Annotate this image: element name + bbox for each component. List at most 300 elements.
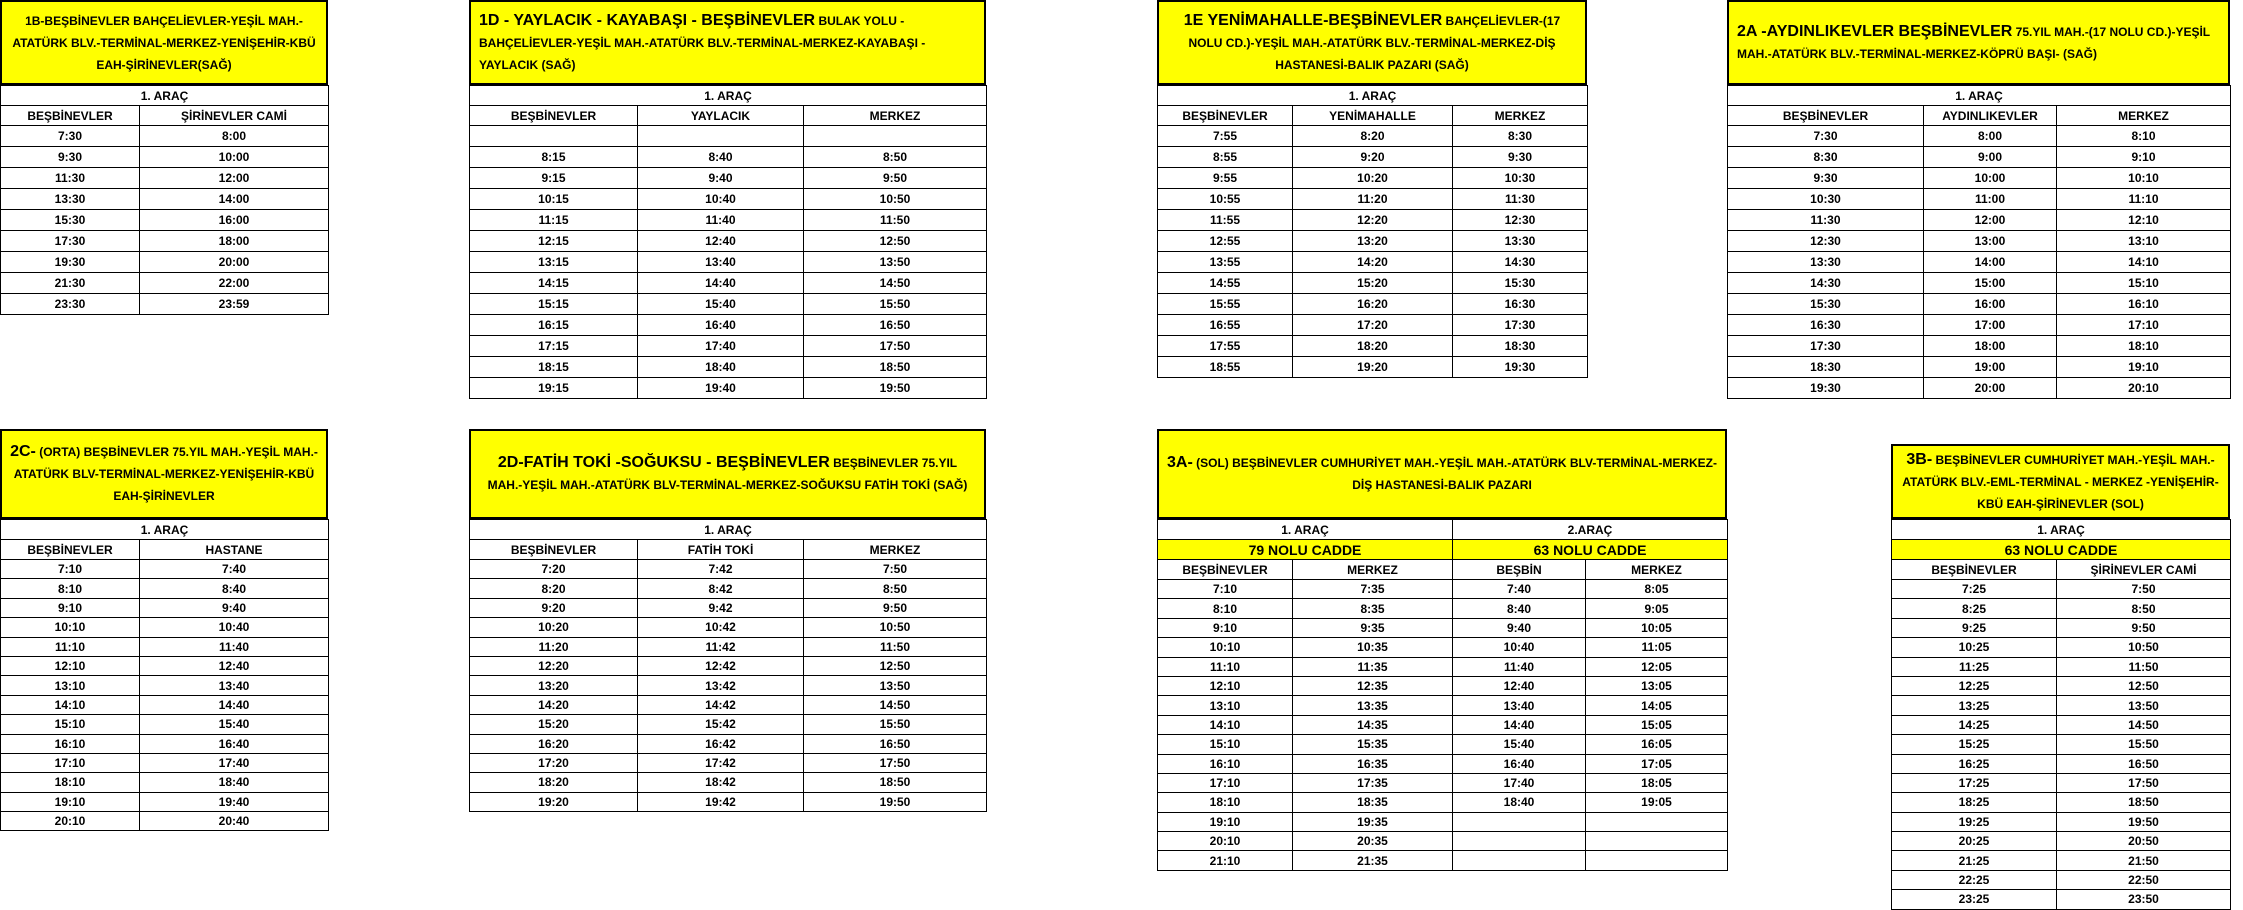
- table-row: [1892, 851, 2231, 870]
- time-cell: 17:50: [2057, 773, 2231, 792]
- time-cell: 9:20: [1293, 147, 1453, 168]
- time-cell: 9:35: [1293, 618, 1453, 637]
- time-cell: 9:55: [1158, 168, 1293, 189]
- table-row: [1892, 735, 2231, 754]
- table-row: [1, 294, 329, 315]
- time-cell: 18:35: [1293, 793, 1453, 812]
- vehicle-row: [1158, 86, 1588, 106]
- time-cell: 8:50: [804, 147, 987, 168]
- time-cell: 18:10: [1, 773, 140, 792]
- table-row: [1728, 252, 2231, 273]
- vehicle-label: 1. ARAÇ: [1158, 86, 1588, 106]
- time-cell: 16:25: [1892, 754, 2057, 773]
- time-cell: 9:00: [1924, 147, 2057, 168]
- route-description: BAHÇELİEVLER-(17 NOLU CD.)-YEŞİL MAH.-ATATÜRK BLV.-TERMİNAL-MERKEZ-DİŞ HASTANESİ-BALIK PAZARI (SAĞ): [1188, 13, 1561, 72]
- table-row: [1158, 273, 1588, 294]
- time-cell: 20:00: [1924, 378, 2057, 399]
- time-cell: 7:30: [1, 126, 140, 147]
- time-cell: [1586, 851, 1728, 870]
- time-cell: 12:50: [804, 656, 987, 675]
- vehicle-row: [1, 520, 329, 540]
- time-cell: 12:20: [1293, 210, 1453, 231]
- time-cell: 20:10: [1, 812, 140, 831]
- time-cell: 19:05: [1586, 793, 1728, 812]
- time-cell: 8:42: [638, 579, 804, 598]
- time-cell: 17:42: [638, 753, 804, 772]
- route-code-title: 3B-: [1906, 450, 1933, 468]
- table-row: [1728, 294, 2231, 315]
- column-header-row: [1892, 560, 2231, 580]
- time-cell: [1453, 812, 1586, 831]
- vehicle-label: 1. ARAÇ: [470, 86, 987, 106]
- table-row: [1, 753, 329, 772]
- time-cell: 11:50: [804, 210, 987, 231]
- time-cell: 12:20: [470, 656, 638, 675]
- time-cell: 12:10: [1, 656, 140, 675]
- time-cell: 9:30: [1, 147, 140, 168]
- table-row: [1, 734, 329, 753]
- column-header: YENİMAHALLE: [1293, 106, 1453, 126]
- route-code-title: 1E YENİMAHALLE-BEŞBİNEVLER: [1183, 11, 1443, 29]
- time-cell: 11:10: [1158, 657, 1293, 676]
- route-3a-timetable: [1157, 429, 1727, 871]
- table-row: [1728, 273, 2231, 294]
- table-row: [1158, 676, 1728, 695]
- time-cell: 14:50: [804, 273, 987, 294]
- time-cell: [804, 126, 987, 147]
- table-row: [1892, 599, 2231, 618]
- time-cell: 12:40: [638, 231, 804, 252]
- time-cell: 8:00: [140, 126, 329, 147]
- time-cell: 7:25: [1892, 580, 2057, 599]
- route-description: 75.YIL MAH.-(17 NOLU CD.)-YEŞİL MAH.-ATATÜRK BLV.-TERMİNAL-MERKEZ-KÖPRÜ BAŞI- (SAĞ): [1737, 24, 2210, 61]
- time-cell: 13:35: [1293, 696, 1453, 715]
- time-cell: 8:10: [2057, 126, 2231, 147]
- time-cell: 17:30: [1453, 315, 1588, 336]
- time-cell: 15:40: [140, 715, 329, 734]
- time-cell: 15:10: [1, 715, 140, 734]
- time-cell: 15:25: [1892, 735, 2057, 754]
- table-row: [470, 598, 987, 617]
- time-cell: 18:30: [1728, 357, 1924, 378]
- schedule-table: [0, 519, 329, 831]
- route-3b-timetable: [1891, 444, 2230, 910]
- time-cell: 13:55: [1158, 252, 1293, 273]
- time-cell: 12:55: [1158, 231, 1293, 252]
- time-cell: 11:40: [140, 637, 329, 656]
- time-cell: 16:30: [1453, 294, 1588, 315]
- time-cell: 16:30: [1728, 315, 1924, 336]
- time-cell: 10:20: [470, 618, 638, 637]
- time-cell: 17:40: [140, 753, 329, 772]
- column-header-row: [1, 106, 329, 126]
- time-cell: 14:10: [1, 695, 140, 714]
- vehicle-row: [1, 86, 329, 106]
- time-cell: 13:50: [804, 676, 987, 695]
- route-header: [0, 429, 328, 519]
- route-description: BEŞBİNEVLER 75.YIL MAH.-YEŞİL MAH.-ATATÜRK BLV-TERMİNAL-MERKEZ-SOĞUKSU FATİH TOKİ (SAĞ): [487, 456, 968, 492]
- time-cell: 8:40: [638, 147, 804, 168]
- time-cell: 7:30: [1728, 126, 1924, 147]
- table-row: [1, 273, 329, 294]
- time-cell: 8:35: [1293, 599, 1453, 618]
- time-cell: 12:35: [1293, 676, 1453, 695]
- time-cell: 9:10: [1, 598, 140, 617]
- table-row: [470, 560, 987, 579]
- time-cell: 10:20: [1293, 168, 1453, 189]
- time-cell: 13:25: [1892, 696, 2057, 715]
- table-row: [1158, 357, 1588, 378]
- route-1e-timetable: [1157, 0, 1587, 378]
- time-cell: 17:20: [1293, 315, 1453, 336]
- column-header-row: [1158, 106, 1588, 126]
- time-cell: [470, 126, 638, 147]
- time-cell: 8:50: [2057, 599, 2231, 618]
- time-cell: 21:35: [1293, 851, 1453, 870]
- time-cell: 7:50: [804, 560, 987, 579]
- time-cell: 22:50: [2057, 870, 2231, 889]
- time-cell: 20:25: [1892, 832, 2057, 851]
- time-cell: 15:30: [1728, 294, 1924, 315]
- column-header: MERKEZ: [1453, 106, 1588, 126]
- table-row: [470, 618, 987, 637]
- table-row: [1892, 696, 2231, 715]
- time-cell: 18:10: [2057, 336, 2231, 357]
- time-cell: 13:15: [470, 252, 638, 273]
- table-row: [470, 773, 987, 792]
- table-row: [1728, 231, 2231, 252]
- time-cell: [1586, 812, 1728, 831]
- table-row: [1, 189, 329, 210]
- time-cell: 13:50: [804, 252, 987, 273]
- table-row: [1158, 812, 1728, 831]
- column-header: BEŞBİNEVLER: [1, 540, 140, 560]
- time-cell: 11:30: [1728, 210, 1924, 231]
- table-row: [1728, 315, 2231, 336]
- time-cell: 19:00: [1924, 357, 2057, 378]
- table-row: [1, 715, 329, 734]
- column-header-row: [470, 106, 987, 126]
- table-row: [1892, 812, 2231, 831]
- time-cell: 11:00: [1924, 189, 2057, 210]
- table-row: [1728, 336, 2231, 357]
- time-cell: 18:40: [1453, 793, 1586, 812]
- time-cell: 11:42: [638, 637, 804, 656]
- table-row: [470, 210, 987, 231]
- table-row: [1158, 773, 1728, 792]
- time-cell: 12:40: [140, 656, 329, 675]
- time-cell: 18:00: [1924, 336, 2057, 357]
- time-cell: 15:55: [1158, 294, 1293, 315]
- vehicle-label: 1. ARAÇ: [1158, 520, 1453, 540]
- time-cell: 15:30: [1453, 273, 1588, 294]
- route-header: [1891, 444, 2230, 519]
- time-cell: 17:10: [1158, 773, 1293, 792]
- time-cell: 18:50: [804, 773, 987, 792]
- vehicle-row: [470, 86, 987, 106]
- time-cell: 22:00: [140, 273, 329, 294]
- time-cell: 20:00: [140, 252, 329, 273]
- column-header: BEŞBİNEVLER: [1728, 106, 1924, 126]
- table-row: [470, 231, 987, 252]
- time-cell: 16:50: [804, 734, 987, 753]
- time-cell: 11:15: [470, 210, 638, 231]
- time-cell: 13:10: [1, 676, 140, 695]
- time-cell: 8:40: [1453, 599, 1586, 618]
- time-cell: 14:42: [638, 695, 804, 714]
- street-label: 63 NOLU CADDE: [1453, 540, 1728, 560]
- column-header: YAYLACIK: [638, 106, 804, 126]
- time-cell: 10:00: [140, 147, 329, 168]
- schedule-table: [469, 519, 987, 812]
- time-cell: 14:00: [1924, 252, 2057, 273]
- time-cell: 14:15: [470, 273, 638, 294]
- column-header: HASTANE: [140, 540, 329, 560]
- time-cell: 9:10: [2057, 147, 2231, 168]
- time-cell: 12:10: [2057, 210, 2231, 231]
- table-row: [470, 378, 987, 399]
- route-code-title: 2D-FATİH TOKİ -SOĞUKSU - BEŞBİNEVLER: [497, 454, 830, 471]
- table-row: [470, 273, 987, 294]
- table-row: [470, 753, 987, 772]
- table-row: [1, 147, 329, 168]
- table-row: [1892, 715, 2231, 734]
- time-cell: 8:40: [140, 579, 329, 598]
- table-row: [1158, 618, 1728, 637]
- table-row: [1728, 147, 2231, 168]
- time-cell: 13:10: [1158, 696, 1293, 715]
- route-header: [469, 0, 986, 85]
- time-cell: 9:50: [2057, 618, 2231, 637]
- time-cell: 7:40: [1453, 580, 1586, 599]
- vehicle-label: 1. ARAÇ: [1728, 86, 2231, 106]
- time-cell: 11:50: [804, 637, 987, 656]
- time-cell: 17:30: [1, 231, 140, 252]
- time-cell: 11:30: [1, 168, 140, 189]
- time-cell: 10:40: [638, 189, 804, 210]
- table-row: [1892, 773, 2231, 792]
- time-cell: 9:10: [1158, 618, 1293, 637]
- time-cell: 9:05: [1586, 599, 1728, 618]
- time-cell: 8:30: [1453, 126, 1588, 147]
- time-cell: 11:10: [2057, 189, 2231, 210]
- time-cell: 10:40: [1453, 638, 1586, 657]
- time-cell: 14:10: [1158, 715, 1293, 734]
- time-cell: 19:42: [638, 792, 804, 811]
- column-header: MERKEZ: [804, 540, 987, 560]
- time-cell: 19:30: [1453, 357, 1588, 378]
- table-row: [1158, 147, 1588, 168]
- time-cell: 8:10: [1, 579, 140, 598]
- table-row: [1158, 294, 1588, 315]
- time-cell: 17:25: [1892, 773, 2057, 792]
- vehicle-label: 2.ARAÇ: [1453, 520, 1728, 540]
- route-code-title: 2A -AYDINLIKEVLER BEŞBİNEVLER: [1737, 22, 2013, 40]
- time-cell: 7:40: [140, 560, 329, 579]
- time-cell: 15:20: [470, 715, 638, 734]
- vehicle-row: [1158, 520, 1728, 540]
- schedule-table: [1157, 85, 1588, 378]
- table-row: [1892, 580, 2231, 599]
- time-cell: 14:30: [1453, 252, 1588, 273]
- time-cell: 9:50: [804, 168, 987, 189]
- route-description: 1B-BEŞBİNEVLER BAHÇELİEVLER-YEŞİL MAH.-ATATÜRK BLV.-TERMİNAL-MERKEZ-YENİŞEHİR-KBÜ EAH-ŞİRİNEVLER(SAĞ): [12, 13, 316, 72]
- time-cell: 18:10: [1158, 793, 1293, 812]
- table-row: [470, 579, 987, 598]
- column-header: FATİH TOKİ: [638, 540, 804, 560]
- table-row: [1158, 580, 1728, 599]
- time-cell: 11:35: [1293, 657, 1453, 676]
- table-row: [1892, 754, 2231, 773]
- time-cell: 8:20: [1293, 126, 1453, 147]
- table-row: [470, 695, 987, 714]
- time-cell: 10:50: [2057, 638, 2231, 657]
- table-row: [1892, 870, 2231, 889]
- time-cell: 8:55: [1158, 147, 1293, 168]
- time-cell: 16:15: [470, 315, 638, 336]
- time-cell: 9:40: [638, 168, 804, 189]
- route-code-title: 3A-: [1167, 454, 1193, 471]
- time-cell: 19:50: [2057, 812, 2231, 831]
- table-row: [1158, 638, 1728, 657]
- table-row: [1, 560, 329, 579]
- time-cell: 10:30: [1728, 189, 1924, 210]
- time-cell: 18:30: [1453, 336, 1588, 357]
- time-cell: 15:50: [804, 294, 987, 315]
- column-header: MERKEZ: [1293, 560, 1453, 580]
- route-2c-timetable: [0, 429, 328, 831]
- table-row: [1158, 696, 1728, 715]
- vehicle-label: 1. ARAÇ: [1892, 520, 2231, 540]
- table-row: [1158, 832, 1728, 851]
- route-header: [0, 0, 328, 85]
- time-cell: 18:05: [1586, 773, 1728, 792]
- time-cell: 10:42: [638, 618, 804, 637]
- street-label: 79 NOLU CADDE: [1158, 540, 1453, 560]
- table-row: [1158, 231, 1588, 252]
- table-row: [1, 126, 329, 147]
- time-cell: 13:30: [1728, 252, 1924, 273]
- column-header: BEŞBİN: [1453, 560, 1586, 580]
- time-cell: 10:35: [1293, 638, 1453, 657]
- time-cell: 17:40: [638, 336, 804, 357]
- time-cell: 7:35: [1293, 580, 1453, 599]
- route-2a-timetable: [1727, 0, 2230, 399]
- table-row: [1, 812, 329, 831]
- table-row: [1728, 357, 2231, 378]
- time-cell: 13:30: [1, 189, 140, 210]
- route-header: [1157, 0, 1587, 85]
- time-cell: 14:30: [1728, 273, 1924, 294]
- table-row: [1158, 657, 1728, 676]
- time-cell: 13:05: [1586, 676, 1728, 695]
- time-cell: 21:25: [1892, 851, 2057, 870]
- time-cell: 9:40: [140, 598, 329, 617]
- time-cell: 12:50: [804, 231, 987, 252]
- time-cell: 13:00: [1924, 231, 2057, 252]
- time-cell: 14:10: [2057, 252, 2231, 273]
- table-row: [470, 294, 987, 315]
- table-row: [1892, 890, 2231, 909]
- time-cell: 19:35: [1293, 812, 1453, 831]
- table-row: [470, 792, 987, 811]
- time-cell: 19:50: [804, 378, 987, 399]
- time-cell: 11:40: [1453, 657, 1586, 676]
- table-row: [1892, 793, 2231, 812]
- time-cell: 15:20: [1293, 273, 1453, 294]
- time-cell: 11:50: [2057, 657, 2231, 676]
- time-cell: 16:05: [1586, 735, 1728, 754]
- time-cell: 16:42: [638, 734, 804, 753]
- time-cell: 13:50: [2057, 696, 2231, 715]
- time-cell: 18:40: [140, 773, 329, 792]
- table-row: [1, 618, 329, 637]
- time-cell: 9:30: [1728, 168, 1924, 189]
- time-cell: 8:05: [1586, 580, 1728, 599]
- time-cell: 15:00: [1924, 273, 2057, 294]
- time-cell: 16:10: [2057, 294, 2231, 315]
- time-cell: 16:40: [1453, 754, 1586, 773]
- time-cell: 20:40: [140, 812, 329, 831]
- column-header: BEŞBİNEVLER: [1892, 560, 2057, 580]
- time-cell: 16:00: [1924, 294, 2057, 315]
- schedule-table: [0, 85, 329, 315]
- time-cell: 10:05: [1586, 618, 1728, 637]
- time-cell: 17:35: [1293, 773, 1453, 792]
- column-header: MERKEZ: [804, 106, 987, 126]
- time-cell: 10:30: [1453, 168, 1588, 189]
- column-header: ŞİRİNEVLER CAMİ: [140, 106, 329, 126]
- table-row: [470, 676, 987, 695]
- time-cell: 19:20: [470, 792, 638, 811]
- time-cell: 18:42: [638, 773, 804, 792]
- time-cell: 19:15: [470, 378, 638, 399]
- route-description: BEŞBİNEVLER CUMHURİYET MAH.-YEŞİL MAH.-ATATÜRK BLV.-EML-TERMİNAL - MERKEZ -YENİŞEHİR-KBÜ EAH-ŞİRİNEVLER (SOL): [1902, 452, 2219, 511]
- time-cell: 11:10: [1, 637, 140, 656]
- time-cell: 14:50: [804, 695, 987, 714]
- table-row: [1892, 657, 2231, 676]
- time-cell: 20:10: [2057, 378, 2231, 399]
- time-cell: 10:10: [1, 618, 140, 637]
- time-cell: 8:00: [1924, 126, 2057, 147]
- route-description: BULAK YOLU -BAHÇELİEVLER-YEŞİL MAH.-ATATÜRK BLV.-TERMİNAL-MERKEZ-KAYABAŞI - YAYLACIK (SAĞ): [479, 13, 926, 72]
- time-cell: 18:25: [1892, 793, 2057, 812]
- time-cell: 14:40: [1453, 715, 1586, 734]
- table-row: [1892, 832, 2231, 851]
- time-cell: 15:15: [470, 294, 638, 315]
- time-cell: 13:40: [1453, 696, 1586, 715]
- vehicle-label: 1. ARAÇ: [1, 520, 329, 540]
- time-cell: 11:05: [1586, 638, 1728, 657]
- time-cell: 17:15: [470, 336, 638, 357]
- time-cell: 16:20: [470, 734, 638, 753]
- time-cell: 14:20: [1293, 252, 1453, 273]
- time-cell: 17:50: [804, 753, 987, 772]
- column-header-row: [1, 540, 329, 560]
- time-cell: 18:00: [140, 231, 329, 252]
- time-cell: 17:40: [1453, 773, 1586, 792]
- time-cell: 19:50: [804, 792, 987, 811]
- table-row: [470, 126, 987, 147]
- time-cell: 10:40: [140, 618, 329, 637]
- schedule-table: [469, 85, 987, 399]
- time-cell: 9:50: [804, 598, 987, 617]
- table-row: [470, 734, 987, 753]
- time-cell: 16:20: [1293, 294, 1453, 315]
- time-cell: 18:40: [638, 357, 804, 378]
- table-row: [1, 231, 329, 252]
- schedule-table: [1891, 519, 2231, 910]
